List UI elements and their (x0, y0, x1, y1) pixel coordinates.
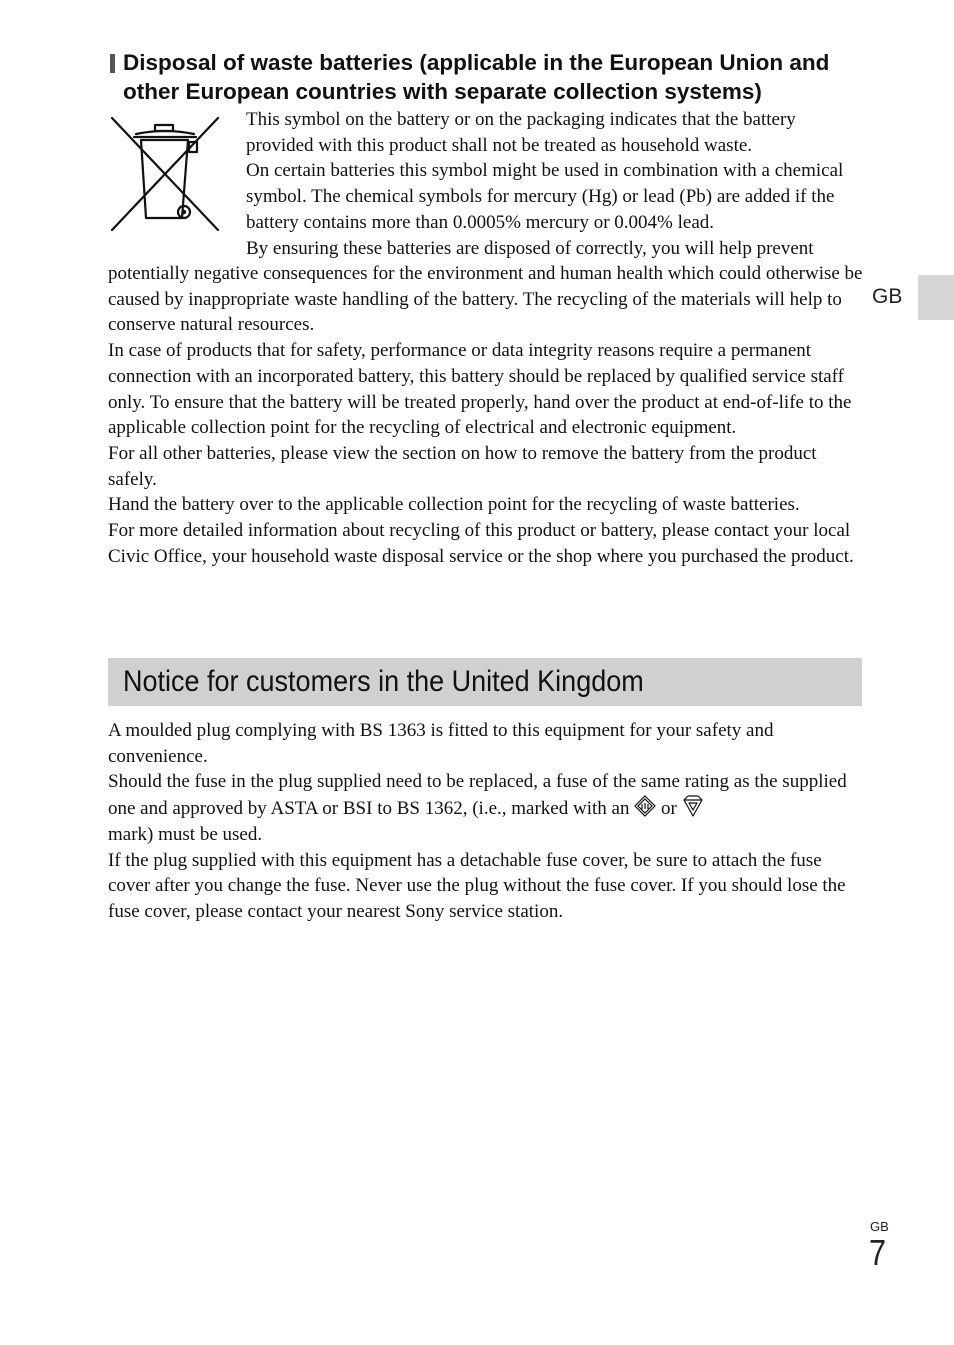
crossed-out-wheelie-bin-icon (108, 114, 222, 234)
uk-paragraph: A moulded plug complying with BS 1363 is fitted to this equipment for your safety and convenience. (108, 720, 774, 767)
language-side-tab (918, 275, 954, 320)
uk-paragraph-fuse-start: Should the fuse in the plug supplied need to be replaced, a fuse of the same rating as the supplied one and approved by ASTA or BSI to BS 1362, (i.e., marked with an (108, 771, 847, 820)
heading-marker (110, 54, 115, 73)
battery-paragraph: potentially negative consequences for the environment and human health which could otherwise be caused by inappropriate waste handling of the battery. The recycling of the materials will help to conserve natural resources. (108, 263, 863, 336)
battery-paragraph: For all other batteries, please view the section on how to remove the battery from the product safely. (108, 442, 817, 490)
uk-notice-title: Notice for customers in the United Kingdom (123, 665, 644, 698)
battery-disposal-heading-text: Disposal of waste batteries (applicable in the European Union and other European countries with separate collection systems) (123, 50, 830, 104)
bsi-kitemark-icon (682, 795, 704, 817)
battery-intro-paragraph: By ensuring these batteries are disposed of correctly, you will help prevent (246, 237, 814, 259)
asta-mark-icon (634, 795, 656, 817)
page-number: 7 (869, 1232, 887, 1273)
uk-paragraph-fuse (108, 769, 868, 847)
uk-notice-title-bar (108, 658, 862, 706)
battery-intro-paragraph: On certain batteries this symbol might be used in combination with a chemical symbol. The chemical symbols for mercury (Hg) or lead (Pb) are added if the battery contains more than 0.0005% mercury or 0.004% lead. (246, 160, 844, 233)
uk-notice-text (108, 718, 868, 925)
battery-intro-text (246, 107, 866, 261)
battery-body-text (108, 261, 868, 569)
page-language-label: GB (870, 1219, 889, 1234)
battery-paragraph: For more detailed information about recycling of this product or battery, please contact your local Civic Office, your household waste disposal service or the shop where you purchased the product. (108, 520, 854, 567)
uk-paragraph-fuse-or: or (660, 798, 677, 820)
battery-paragraph: Hand the battery over to the applicable collection point for the recycling of waste batteries. (108, 494, 800, 516)
uk-paragraph: If the plug supplied with this equipment has a detachable fuse cover, be sure to attach the fuse cover after you change the fuse. Never use the plug without the fuse cover. If you should lose the fuse cover, please contact your nearest Sony service station. (108, 849, 846, 922)
battery-disposal-heading (108, 48, 868, 106)
uk-paragraph-fuse-end: mark) must be used. (108, 823, 263, 845)
language-side-label: GB (872, 285, 903, 308)
battery-intro-paragraph: This symbol on the battery or on the packaging indicates that the battery provided with this product shall not be treated as household waste. (246, 109, 796, 156)
battery-paragraph: In case of products that for safety, performance or data integrity reasons require a permanent connection with an incorporated battery, this battery should be replaced by qualified service staff only. To ensure that the battery will be treated properly, hand over the product at end-of-life to the applicable collection point for the recycling of electrical and electronic equipment. (108, 340, 852, 439)
